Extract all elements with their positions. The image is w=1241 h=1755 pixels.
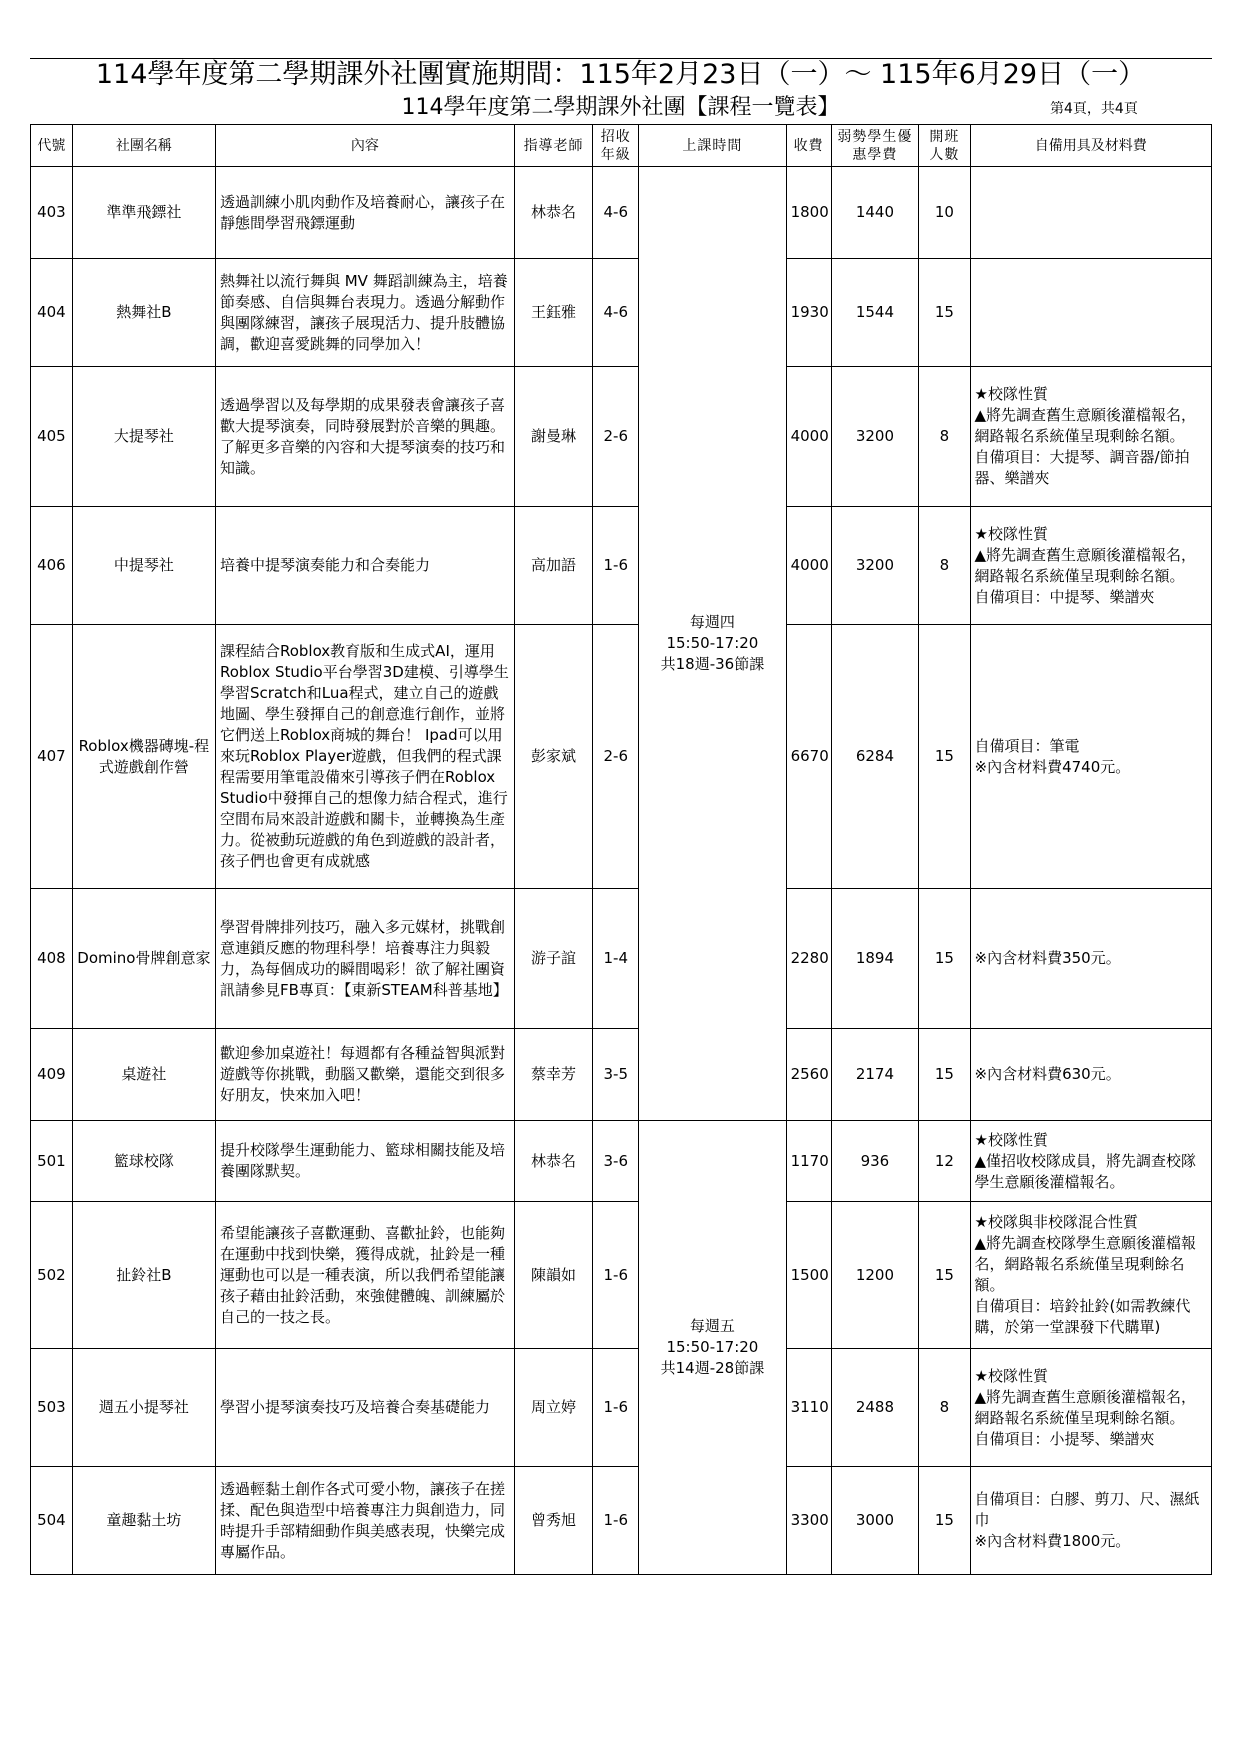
- cell-content: 透過訓練小肌肉動作及培養耐心，讓孩子在靜態間學習飛鏢運動: [215, 167, 514, 259]
- cell-grade: 1-6: [593, 507, 639, 625]
- cell-discount: 2488: [831, 1349, 919, 1467]
- cell-discount: 1440: [831, 167, 919, 259]
- cell-name: 週五小提琴社: [72, 1349, 215, 1467]
- course-table: [30, 124, 1212, 1575]
- cell-code: 407: [31, 625, 73, 889]
- cell-teacher: 王鈺雅: [514, 259, 592, 367]
- cell-teacher: 林恭名: [514, 167, 592, 259]
- cell-fee: 1170: [786, 1121, 831, 1202]
- cell-grade: 1-6: [593, 1349, 639, 1467]
- cell-grade: 4-6: [593, 259, 639, 367]
- cell-schedule-thursday: [639, 167, 786, 1121]
- cell-content: 熱舞社以流行舞與 MV 舞蹈訓練為主，培養節奏感、自信與舞台表現力。透過分解動作與團隊練習，讓孩子展現活力、提升肢體協調，歡迎喜愛跳舞的同學加入！: [215, 259, 514, 367]
- header-min-enrollment: 開班人數: [919, 125, 970, 167]
- header-code: 代號: [31, 125, 73, 167]
- cell-content: 歡迎參加桌遊社！每週都有各種益智與派對遊戲等你挑戰，動腦又歡樂，還能交到很多好朋友，快來加入吧！: [215, 1029, 514, 1121]
- cell-grade: 1-4: [593, 889, 639, 1029]
- header-name: 社團名稱: [72, 125, 215, 167]
- cell-content: 課程結合Roblox教育版和生成式AI，運用Roblox Studio平台學習3D建模、引導學生學習Scratch和Lua程式，建立自己的遊戲地圖、學生發揮自己的創意進行創作，並將它們送上Roblox商城的舞台！ Ipad可以用來玩Roblox Player遊戲，但我們的程式課程需要用筆電設備來引導孩子們在Roblox Studio中發揮自己的想像力結合程式，進行空間布局來設計遊戲和關卡，並轉換為生產力。從被動玩遊戲的角色到遊戲的設計者，孩子們也會更有成就感: [215, 625, 514, 889]
- cell-code: 501: [31, 1121, 73, 1202]
- cell-code: 502: [31, 1202, 73, 1349]
- cell-grade: 3-5: [593, 1029, 639, 1121]
- cell-teacher: 蔡幸芳: [514, 1029, 592, 1121]
- cell-materials: ※內含材料費350元。: [970, 889, 1211, 1029]
- cell-fee: 2280: [786, 889, 831, 1029]
- cell-materials: 自備項目：筆電 ※內含材料費4740元。: [970, 625, 1211, 889]
- table-row: [31, 167, 1212, 259]
- cell-teacher: 高加語: [514, 507, 592, 625]
- cell-materials: [970, 167, 1211, 259]
- cell-discount: 3000: [831, 1467, 919, 1575]
- cell-materials: ★校隊性質 ▲僅招收校隊成員，將先調查校隊學生意願後灌檔報名。: [970, 1121, 1211, 1202]
- cell-teacher: 謝曼琳: [514, 367, 592, 507]
- cell-name: Roblox機器磚塊-程式遊戲創作營: [72, 625, 215, 889]
- cell-min: 15: [919, 1202, 970, 1349]
- cell-teacher: 林恭名: [514, 1121, 592, 1202]
- cell-fee: 3110: [786, 1349, 831, 1467]
- cell-materials: ★校隊性質 ▲將先調查舊生意願後灌檔報名，網路報名系統僅呈現剩餘名額。 自備項目：大提琴、調音器/節拍器、樂譜夾: [970, 367, 1211, 507]
- cell-code: 409: [31, 1029, 73, 1121]
- header-grade: 招收年級: [593, 125, 639, 167]
- cell-fee: 3300: [786, 1467, 831, 1575]
- cell-name: 準準飛鏢社: [72, 167, 215, 259]
- cell-name: Domino骨牌創意家: [72, 889, 215, 1029]
- cell-content: 提升校隊學生運動能力、籃球相關技能及培養團隊默契。: [215, 1121, 514, 1202]
- cell-min: 8: [919, 1349, 970, 1467]
- schedule-text: 每週四 15:50-17:20 共18週-36節課: [660, 613, 765, 673]
- cell-materials: [970, 259, 1211, 367]
- cell-materials: ※內含材料費630元。: [970, 1029, 1211, 1121]
- cell-discount: 936: [831, 1121, 919, 1202]
- cell-name: 童趣黏土坊: [72, 1467, 215, 1575]
- cell-name: 中提琴社: [72, 507, 215, 625]
- cell-name: 籃球校隊: [72, 1121, 215, 1202]
- cell-code: 408: [31, 889, 73, 1029]
- header-content: 內容: [215, 125, 514, 167]
- cell-teacher: 彭家斌: [514, 625, 592, 889]
- cell-min: 8: [919, 507, 970, 625]
- cell-grade: 2-6: [593, 625, 639, 889]
- cell-teacher: 周立婷: [514, 1349, 592, 1467]
- cell-code: 504: [31, 1467, 73, 1575]
- cell-grade: 3-6: [593, 1121, 639, 1202]
- cell-name: 大提琴社: [72, 367, 215, 507]
- cell-fee: 1800: [786, 167, 831, 259]
- cell-content: 透過輕黏土創作各式可愛小物，讓孩子在搓揉、配色與造型中培養專注力與創造力，同時提升手部精細動作與美感表現，快樂完成專屬作品。: [215, 1467, 514, 1575]
- cell-code: 403: [31, 167, 73, 259]
- table-row: [31, 1029, 1212, 1121]
- cell-discount: 2174: [831, 1029, 919, 1121]
- cell-min: 8: [919, 367, 970, 507]
- schedule-text: 每週五 15:50-17:20 共14週-28節課: [660, 1317, 765, 1377]
- cell-discount: 1200: [831, 1202, 919, 1349]
- cell-name: 扯鈴社B: [72, 1202, 215, 1349]
- cell-fee: 6670: [786, 625, 831, 889]
- cell-discount: 1544: [831, 259, 919, 367]
- cell-teacher: 陳韻如: [514, 1202, 592, 1349]
- cell-content: 學習小提琴演奏技巧及培養合奏基礎能力: [215, 1349, 514, 1467]
- header-fee: 收費: [786, 125, 831, 167]
- cell-materials: 自備項目：白膠、剪刀、尺、濕紙巾 ※內含材料費1800元。: [970, 1467, 1211, 1575]
- cell-grade: 2-6: [593, 367, 639, 507]
- table-row: [31, 1349, 1212, 1467]
- cell-materials: ★校隊性質 ▲將先調查舊生意願後灌檔報名，網路報名系統僅呈現剩餘名額。 自備項目：中提琴、樂譜夾: [970, 507, 1211, 625]
- header-row: [31, 125, 1212, 167]
- header-discount: 弱勢學生優惠學費: [831, 125, 919, 167]
- cell-schedule-friday: [639, 1121, 786, 1575]
- cell-materials: ★校隊性質 ▲將先調查舊生意願後灌檔報名，網路報名系統僅呈現剩餘名額。 自備項目：小提琴、樂譜夾: [970, 1349, 1211, 1467]
- cell-content: 培養中提琴演奏能力和合奏能力: [215, 507, 514, 625]
- cell-code: 405: [31, 367, 73, 507]
- header-time: 上課時間: [639, 125, 786, 167]
- cell-grade: 1-6: [593, 1467, 639, 1575]
- cell-teacher: 游子誼: [514, 889, 592, 1029]
- cell-fee: 4000: [786, 367, 831, 507]
- page-subtitle: 114學年度第二學期課外社團【課程一覽表】: [401, 95, 840, 120]
- cell-fee: 1930: [786, 259, 831, 367]
- table-row: [31, 367, 1212, 507]
- header-materials: 自備用具及材料費: [970, 125, 1211, 167]
- cell-min: 15: [919, 1467, 970, 1575]
- cell-teacher: 曾秀旭: [514, 1467, 592, 1575]
- cell-materials: ★校隊與非校隊混合性質 ▲將先調查校隊學生意願後灌檔報名，網路報名系統僅呈現剩餘名額。 自備項目：培鈴扯鈴(如需教練代購，於第一堂課發下代購單): [970, 1202, 1211, 1349]
- cell-min: 15: [919, 259, 970, 367]
- cell-discount: 3200: [831, 507, 919, 625]
- page-number: 第4頁，共4頁: [1050, 101, 1138, 117]
- cell-content: 透過學習以及每學期的成果發表會讓孩子喜歡大提琴演奏，同時發展對於音樂的興趣。了解更多音樂的內容和大提琴演奏的技巧和知識。: [215, 367, 514, 507]
- cell-code: 406: [31, 507, 73, 625]
- cell-fee: 1500: [786, 1202, 831, 1349]
- cell-discount: 1894: [831, 889, 919, 1029]
- table-row: [31, 259, 1212, 367]
- cell-content: 學習骨牌排列技巧，融入多元媒材，挑戰創意連鎖反應的物理科學！培養專注力與毅力，為每個成功的瞬間喝彩！欲了解社團資訊請參見FB專頁：【東新STEAM科普基地】: [215, 889, 514, 1029]
- cell-code: 503: [31, 1349, 73, 1467]
- cell-grade: 4-6: [593, 167, 639, 259]
- cell-discount: 6284: [831, 625, 919, 889]
- table-row: [31, 625, 1212, 889]
- table-row: [31, 1121, 1212, 1202]
- table-row: [31, 507, 1212, 625]
- cell-code: 404: [31, 259, 73, 367]
- cell-min: 15: [919, 889, 970, 1029]
- page-title: 114學年度第二學期課外社團實施期間：115年2月23日（一）～ 115年6月29日（一）: [95, 59, 1146, 90]
- cell-discount: 3200: [831, 367, 919, 507]
- header-teacher: 指導老師: [514, 125, 592, 167]
- table-row: [31, 1202, 1212, 1349]
- cell-content: 希望能讓孩子喜歡運動、喜歡扯鈴，也能夠在運動中找到快樂，獲得成就，扯鈴是一種運動也可以是一種表演，所以我們希望能讓孩子藉由扯鈴活動，來強健體魄、訓練屬於自己的一技之長。: [215, 1202, 514, 1349]
- cell-name: 熱舞社B: [72, 259, 215, 367]
- cell-min: 15: [919, 1029, 970, 1121]
- cell-min: 12: [919, 1121, 970, 1202]
- cell-fee: 2560: [786, 1029, 831, 1121]
- cell-fee: 4000: [786, 507, 831, 625]
- cell-min: 15: [919, 625, 970, 889]
- cell-name: 桌遊社: [72, 1029, 215, 1121]
- table-row: [31, 889, 1212, 1029]
- cell-grade: 1-6: [593, 1202, 639, 1349]
- cell-min: 10: [919, 167, 970, 259]
- table-row: [31, 1467, 1212, 1575]
